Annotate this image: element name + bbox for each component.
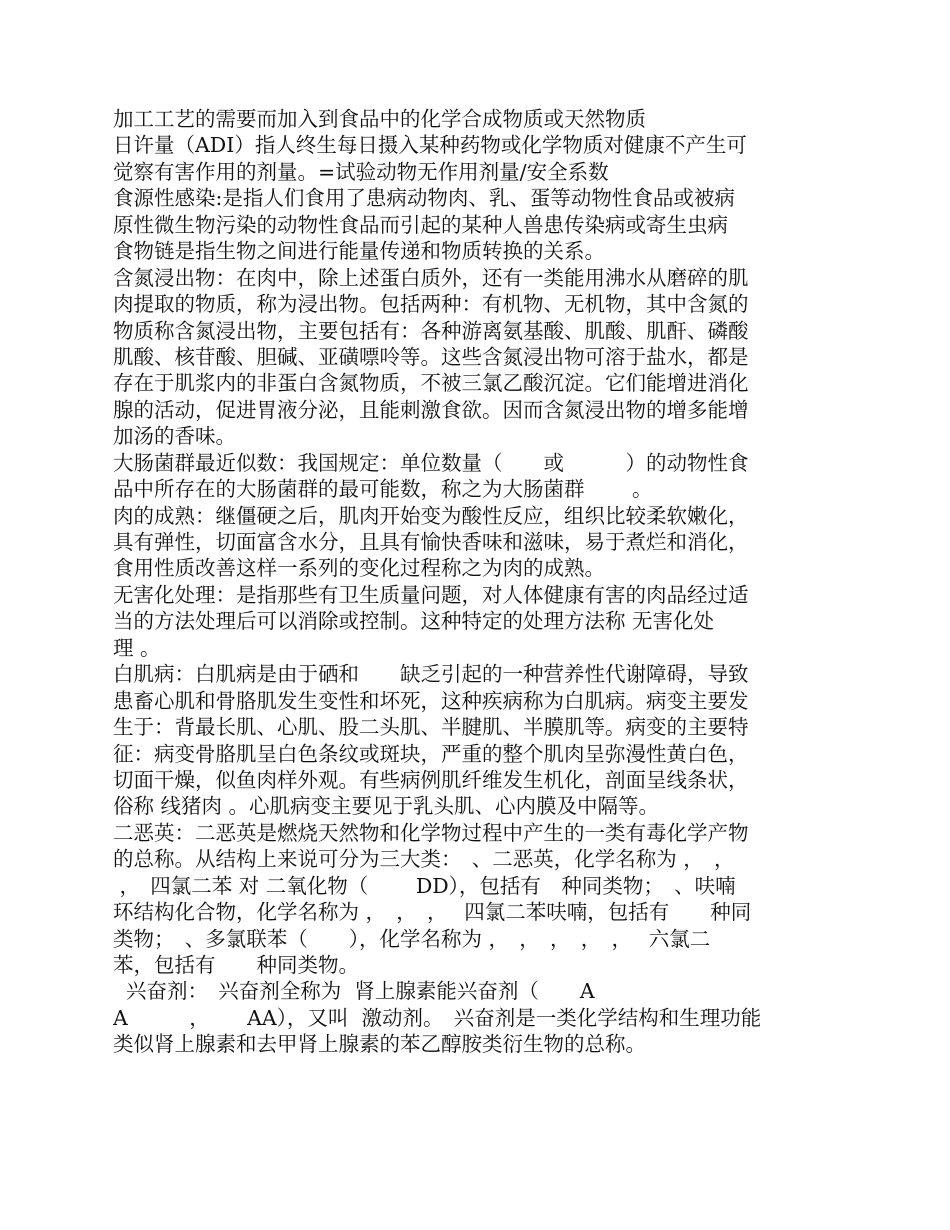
text-line: 具有弹性，切面富含水分，且具有愉快香味和滋味，易于煮烂和消化， [113,530,749,554]
text-line: 含氮浸出物：在肉中，除上述蛋白质外，还有一类能用沸水从磨碎的肌 [113,265,749,290]
text-line: 环结构化合物，化学名称为 ， ， ， 四氯二苯呋喃，包括有 种同 [113,900,752,925]
text-line: 苯，包括有 种同类物。 [113,953,359,977]
text-line: 加工工艺的需要而加入到食品中的化学合成物质或天然物质 [113,107,646,131]
text-line: 理 。 [113,635,161,660]
text-line: 日许量（ADI）指人终生每日摄入某种药物或化学物质对健康不产生可 [113,133,747,158]
text-line: 肌酸、核苷酸、胆碱、亚磺嘌呤等。这些含氮浸出物可溶于盐水，都是 [113,344,749,369]
text-line: 大肠菌群最近似数：我国规定：单位数量（ 或 ）的动物性食 [113,450,749,475]
text-line: 兴奋剂： 兴奋剂全称为 肾上腺素能兴奋剂（ A [113,979,595,1004]
text-line: 白肌病：白肌病是由于硒和 缺乏引起的一种营养性代谢障碍，导致 [113,662,749,687]
text-line: 原性微生物污染的动物性食品而引起的某种人兽患传染病或寄生虫病 [113,212,728,237]
text-line: 的总称。从结构上来说可分为三大类： 、二恶英，化学名称为 ， ， [113,847,735,872]
text-line: 肉提取的物质，称为浸出物。包括两种：有机物、无机物，其中含氮的 [113,292,749,317]
text-line: 觉察有害作用的剂量。=试验动物无作用剂量/安全系数 [113,159,609,184]
text-line: 俗称 线猪肉 。心肌病变主要见于乳头肌、心内膜及中隔等。 [113,794,660,819]
text-line: 食物链是指生物之间进行能量传递和物质转换的关系。 [113,239,605,264]
text-line: 食用性质改善这样一系列的变化过程称之为肉的成熟。 [113,556,605,581]
text-line: 腺的活动，促进胃液分泌，且能刺激食欲。因而含氮浸出物的增多能增 [113,397,749,422]
text-line: 加汤的香味。 [113,424,236,449]
text-line: 当的方法处理后可以消除或控制。这种特定的处理方法称 无害化处 [113,609,715,634]
text-line: 食源性感染:是指人们食用了患病动物肉、乳、蛋等动物性食品或被病 [113,186,735,211]
text-line: 品中所存在的大肠菌群的最可能数，称之为大肠菌群 。 [113,477,653,502]
text-line: 存在于肌浆内的非蛋白含氮物质，不被三氯乙酸沉淀。它们能增进消化 [113,371,749,396]
text-line: 切面干燥，似鱼肉样外观。有些病例肌纤维发生机化，剖面呈线条状， [113,767,749,792]
text-line: ， 四氯二苯 对 二氧化物（ DD），包括有 种同类物； 、呋喃 [113,873,736,898]
text-line: 物质称含氮浸出物，主要包括有：各种游离氨基酸、肌酸、肌酐、磷酸 [113,318,749,343]
document-body [113,106,843,1058]
text-line: 类物； 、多氯联苯（ ），化学名称为 ， ， ， ， ， 六氯二 [113,926,711,951]
text-line: 类似肾上腺素和去甲肾上腺素的苯乙醇胺类衍生物的总称。 [113,1032,646,1057]
text-line: A ， AA），又叫 激动剂。 兴奋剂是一类化学结构和生理功能 [113,1005,762,1030]
text-line: 肉的成熟：继僵硬之后，肌肉开始变为酸性反应，组织比较柔软嫩化， [113,503,749,528]
text-line: 患畜心肌和骨胳肌发生变性和坏死，这种疾病称为白肌病。病变主要发 [113,688,749,713]
text-line: 二恶英：二恶英是燃烧天然物和化学物过程中产生的一类有毒化学产物 [113,820,749,845]
text-line: 生于：背最长肌、心肌、股二头肌、半腱肌、半膜肌等。病变的主要特 [113,715,749,740]
text-line: 征：病变骨胳肌呈白色条纹或斑块，严重的整个肌肉呈弥漫性黄白色， [113,741,749,766]
text-line: 无害化处理：是指那些有卫生质量问题，对人体健康有害的肉品经过适 [113,582,749,607]
